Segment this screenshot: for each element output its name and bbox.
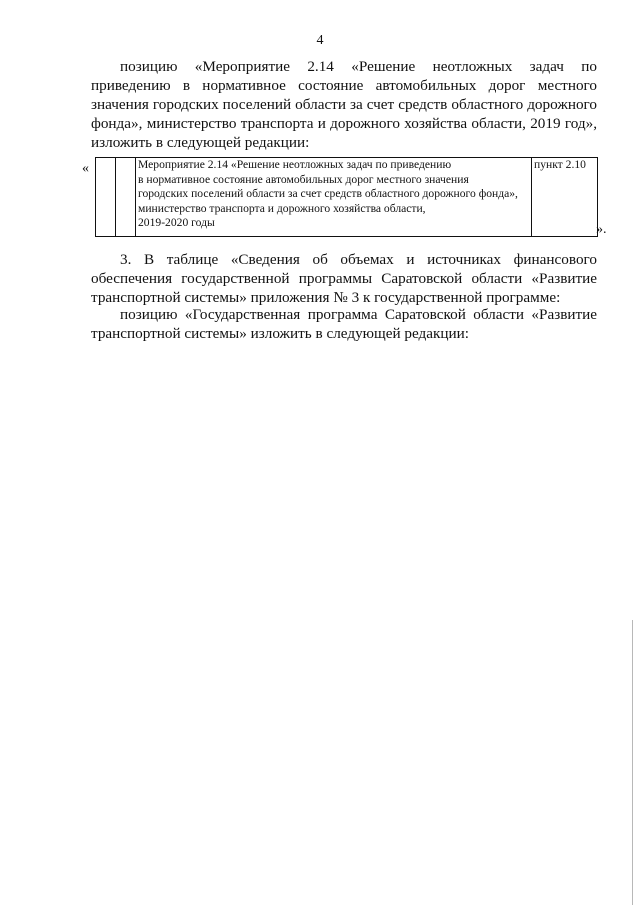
table-row [96, 158, 598, 237]
measure-line-1: Мероприятие 2.14 «Решение неотложных задач по приведению [138, 158, 452, 171]
measure-line-5: 2019-2020 годы [138, 216, 215, 230]
amendment-paragraph-intro: позицию «Мероприятие 2.14 «Решение неотложных задач по приведению в нормативное состояние автомобильных дорог местного значения городских поселений области за счет средств областного дорожного фонда», министерство транспорта и дорожного хозяйства области, 2019 год», изложить в следующей редакции: [91, 58, 597, 151]
measure-line-4: министерство транспорта и дорожного хозяйства области, [138, 201, 426, 215]
reference-text: пункт 2.10 [534, 158, 586, 171]
page-number: 4 [316, 33, 324, 48]
table-close-quote: ». [596, 222, 607, 237]
measure-description-cell [136, 158, 532, 237]
measure-line-3: городских поселений области за счет средств областного дорожного фонда», [138, 187, 518, 201]
empty-cell-2 [116, 158, 136, 237]
section-3-paragraph: 3. В таблице «Сведения об объемах и источниках финансового обеспечения государственной программы Саратовской области «Развитие транспортной системы» приложения № 3 к государственной программе: [91, 251, 597, 306]
amendment-table [95, 157, 598, 237]
table-open-quote: « [82, 161, 89, 176]
empty-cell-1 [96, 158, 116, 237]
program-position-paragraph: позицию «Государственная программа Саратовской области «Развитие транспортной системы» изложить в следующей редакции: [91, 306, 597, 342]
scan-edge-line [632, 620, 633, 905]
measure-line-2: в нормативное состояние автомобильных дорог местного значения [138, 172, 469, 186]
reference-cell [532, 158, 598, 237]
